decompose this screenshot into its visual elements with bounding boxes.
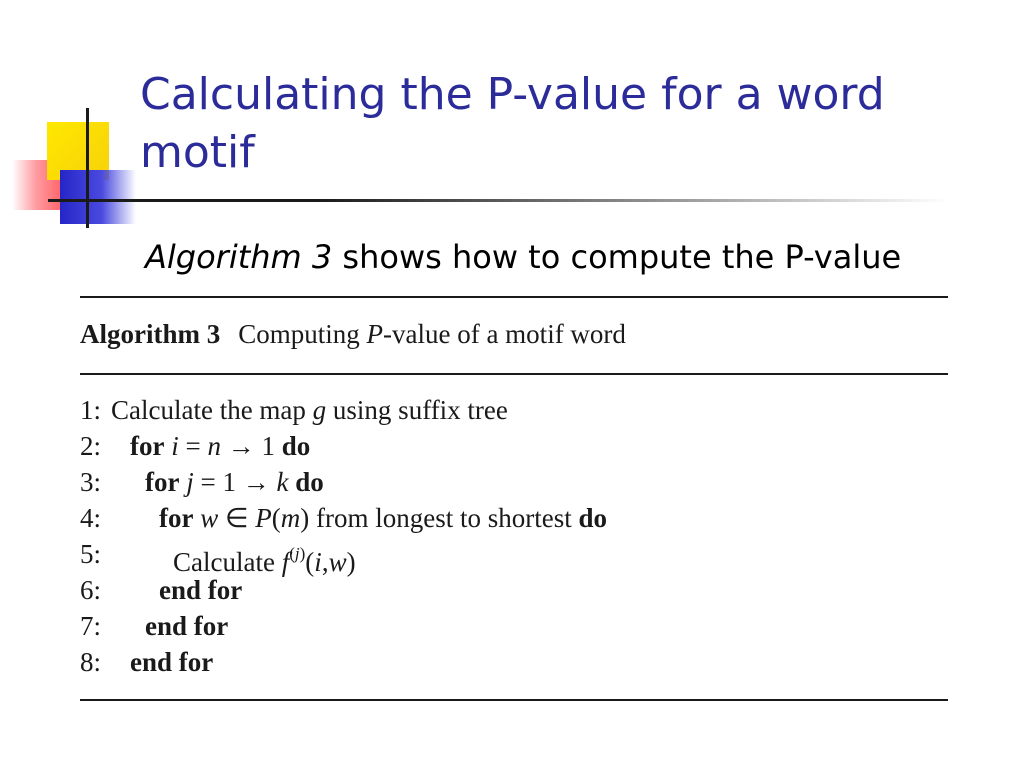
algorithm-caption-var: P bbox=[366, 319, 383, 349]
decorative-blue-square bbox=[60, 170, 136, 224]
line-code: end for bbox=[145, 611, 229, 641]
algorithm-top-rule bbox=[80, 296, 948, 298]
line-code: end for bbox=[130, 647, 214, 677]
line-code: for i = n → 1 do bbox=[130, 431, 311, 461]
line-number: 3: bbox=[80, 467, 102, 497]
title-underline bbox=[48, 199, 948, 202]
line-number: 7: bbox=[80, 611, 102, 641]
algorithm-caption-post: -value of a motif word bbox=[383, 319, 626, 349]
line-number: 4: bbox=[80, 503, 102, 533]
slide-title: Calculating the P-value for a word motif bbox=[140, 69, 885, 178]
algorithm-header bbox=[80, 316, 626, 352]
line-number: 1: bbox=[80, 395, 102, 425]
line-code: Calculate $f^{(j)}(i,w)$ bbox=[173, 544, 356, 577]
algorithm-mid-rule bbox=[80, 373, 948, 375]
line-code: for w ∈ P(m) from longest to shortest do bbox=[159, 503, 608, 533]
slide-subtitle bbox=[145, 236, 1005, 278]
line-code: Calculate the map g using suffix tree bbox=[111, 395, 508, 425]
decorative-vertical-line bbox=[86, 108, 89, 228]
line-number: 5: bbox=[80, 539, 102, 569]
line-code: for j = 1 → k do bbox=[145, 467, 324, 497]
line-number: 6: bbox=[80, 575, 102, 605]
subtitle-algorithm-ref: Algorithm 3 bbox=[145, 238, 333, 276]
algorithm-bottom-rule bbox=[80, 699, 948, 701]
algorithm-caption-pre: Computing bbox=[238, 319, 367, 349]
line-code: end for bbox=[159, 575, 243, 605]
line-number: 8: bbox=[80, 647, 102, 677]
subtitle-text: shows how to compute the P-value bbox=[332, 238, 902, 276]
line-number: 2: bbox=[80, 431, 102, 461]
algorithm-label: Algorithm 3 bbox=[80, 319, 221, 349]
